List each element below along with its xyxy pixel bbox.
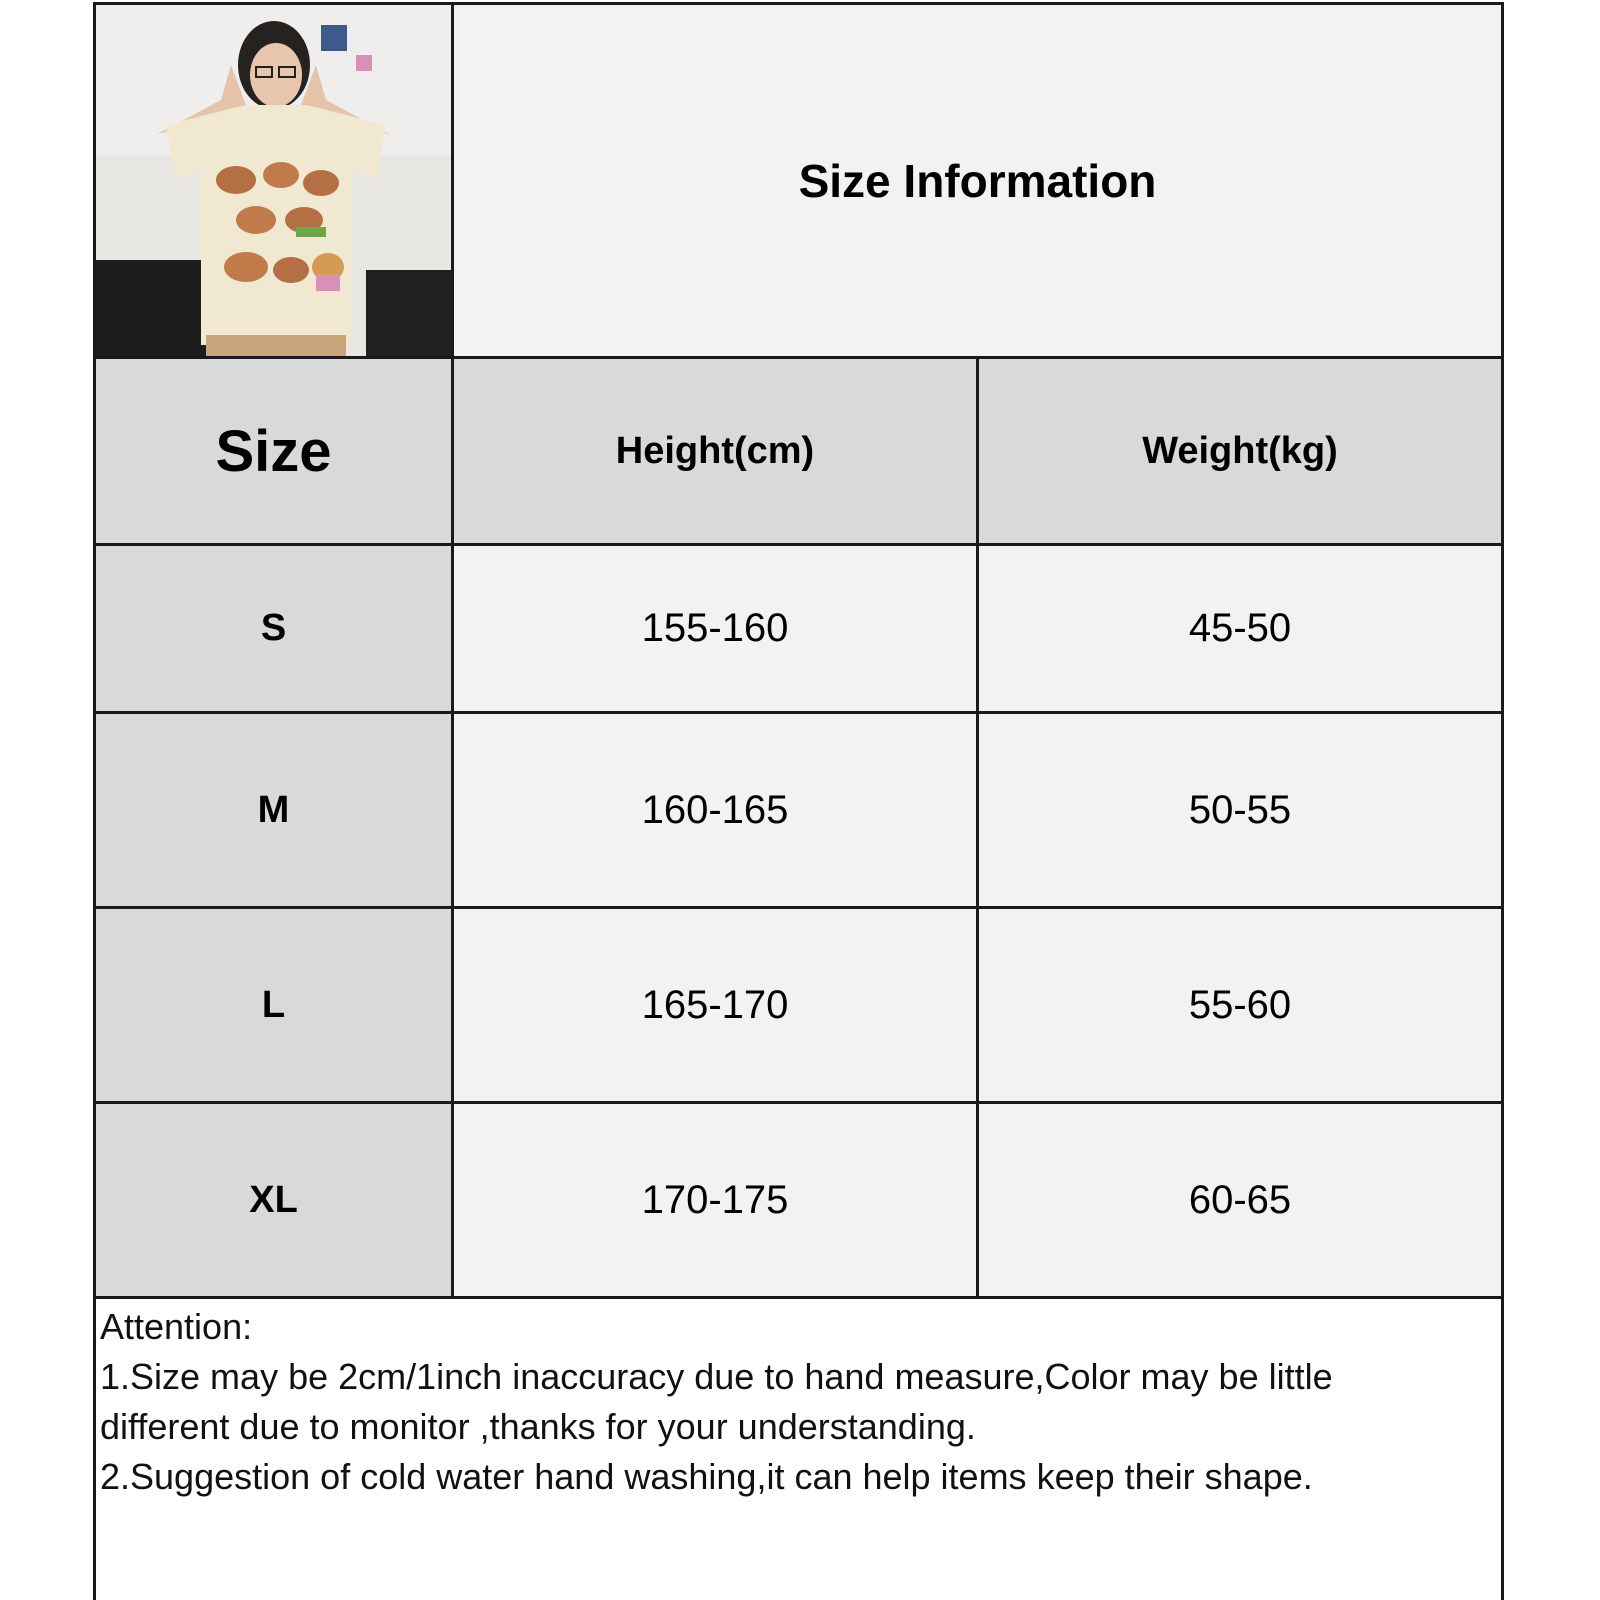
- table-row-size: [96, 714, 451, 906]
- table-divider: [93, 906, 1504, 909]
- weight-cell: [979, 909, 1501, 1101]
- height-value: 170-175: [641, 1177, 789, 1222]
- size-label: L: [261, 983, 286, 1026]
- attention-line: 1.Size may be 2cm/1inch inaccuracy due to hand measure,Color may be little: [100, 1356, 1333, 1397]
- weight-value: 45-50: [1188, 606, 1292, 650]
- height-value: 165-170: [641, 982, 789, 1027]
- height-cell: [454, 714, 976, 906]
- weight-cell: [979, 714, 1501, 906]
- table-divider: [976, 356, 979, 1299]
- header-height-label: Height(cm): [615, 429, 815, 472]
- weight-value: 60-65: [1188, 1177, 1292, 1222]
- table-divider: [93, 1101, 1504, 1104]
- header-weight: [979, 359, 1501, 543]
- height-cell: [454, 546, 976, 711]
- size-label: S: [260, 607, 287, 649]
- table-divider: [93, 711, 1504, 714]
- weight-value: 50-55: [1188, 787, 1292, 832]
- header-weight-label: Weight(kg): [1142, 429, 1338, 472]
- table-row-size: [96, 1104, 451, 1296]
- page-title: Size Information: [798, 154, 1157, 207]
- table-divider: [93, 1296, 1504, 1299]
- attention-heading: Attention:: [100, 1306, 253, 1347]
- table-divider: [451, 2, 454, 1299]
- size-label: M: [257, 788, 290, 831]
- height-value: 155-160: [641, 606, 789, 650]
- header-height: [454, 359, 976, 543]
- model-tshirt-image: [96, 5, 451, 356]
- height-cell: [454, 1104, 976, 1296]
- table-row-size: [96, 546, 451, 711]
- height-cell: [454, 909, 976, 1101]
- header-size: [96, 359, 451, 543]
- table-border-top: [93, 2, 1504, 5]
- attention-note: [100, 1302, 1490, 1502]
- table-row-size: [96, 909, 451, 1101]
- size-label: XL: [249, 1178, 298, 1221]
- product-photo: [96, 5, 451, 356]
- table-divider: [93, 543, 1504, 546]
- weight-cell: [979, 546, 1501, 711]
- attention-line: 2.Suggestion of cold water hand washing,it can help items keep their shape.: [100, 1456, 1313, 1497]
- height-value: 160-165: [641, 787, 789, 832]
- weight-value: 55-60: [1188, 982, 1292, 1027]
- table-divider: [93, 356, 1504, 359]
- weight-cell: [979, 1104, 1501, 1296]
- attention-line: different due to monitor ,thanks for your understanding.: [100, 1406, 976, 1447]
- title-cell: [454, 5, 1501, 356]
- header-size-label: Size: [215, 418, 332, 484]
